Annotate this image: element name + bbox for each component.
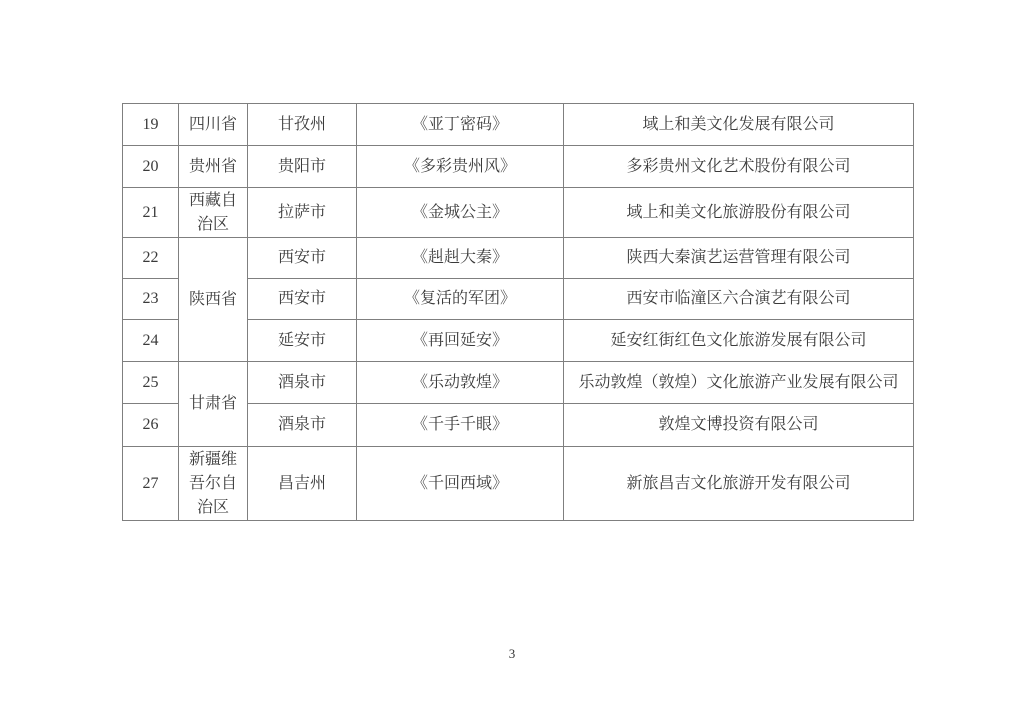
cell-city: 贵阳市	[248, 146, 357, 188]
cell-city: 西安市	[248, 238, 357, 279]
cell-show-title: 《复活的军团》	[357, 279, 564, 320]
cell-show-title: 《再回延安》	[357, 320, 564, 362]
cell-row-number: 20	[123, 146, 179, 188]
cell-show-title: 《千回西域》	[357, 447, 564, 521]
cell-show-title: 《多彩贵州风》	[357, 146, 564, 188]
cell-row-number: 24	[123, 320, 179, 362]
table-row	[123, 238, 914, 279]
cell-row-number: 19	[123, 104, 179, 146]
cell-show-title: 《赳赳大秦》	[357, 238, 564, 279]
cell-show-title: 《乐动敦煌》	[357, 362, 564, 404]
cell-city: 酒泉市	[248, 404, 357, 447]
cell-city: 酒泉市	[248, 362, 357, 404]
cell-company: 域上和美文化发展有限公司	[564, 104, 914, 146]
cell-city: 甘孜州	[248, 104, 357, 146]
cell-company: 新旅昌吉文化旅游开发有限公司	[564, 447, 914, 521]
cell-row-number: 26	[123, 404, 179, 447]
performance-list-table	[122, 103, 914, 521]
cell-company: 多彩贵州文化艺术股份有限公司	[564, 146, 914, 188]
cell-company: 乐动敦煌（敦煌）文化旅游产业发展有限公司	[564, 362, 914, 404]
page-number: 3	[508, 646, 516, 661]
cell-province-merged: 陕西省	[179, 238, 248, 362]
cell-city: 拉萨市	[248, 188, 357, 238]
cell-company: 域上和美文化旅游股份有限公司	[564, 188, 914, 238]
cell-row-number: 25	[123, 362, 179, 404]
table-row	[123, 104, 914, 146]
cell-company: 敦煌文博投资有限公司	[564, 404, 914, 447]
table-row	[123, 146, 914, 188]
cell-company: 陕西大秦演艺运营管理有限公司	[564, 238, 914, 279]
cell-city: 昌吉州	[248, 447, 357, 521]
cell-row-number: 27	[123, 447, 179, 521]
cell-province: 新疆维吾尔自治区	[179, 447, 248, 521]
cell-city: 西安市	[248, 279, 357, 320]
cell-show-title: 《金城公主》	[357, 188, 564, 238]
cell-row-number: 23	[123, 279, 179, 320]
cell-province: 西藏自治区	[179, 188, 248, 238]
table-row	[123, 447, 914, 521]
cell-row-number: 22	[123, 238, 179, 279]
cell-province-merged: 甘肃省	[179, 362, 248, 447]
cell-row-number: 21	[123, 188, 179, 238]
table-row	[123, 188, 914, 238]
cell-show-title: 《千手千眼》	[357, 404, 564, 447]
cell-show-title: 《亚丁密码》	[357, 104, 564, 146]
cell-province: 贵州省	[179, 146, 248, 188]
cell-province: 四川省	[179, 104, 248, 146]
cell-city: 延安市	[248, 320, 357, 362]
table-row	[123, 362, 914, 404]
cell-company: 西安市临潼区六合演艺有限公司	[564, 279, 914, 320]
cell-company: 延安红街红色文化旅游发展有限公司	[564, 320, 914, 362]
